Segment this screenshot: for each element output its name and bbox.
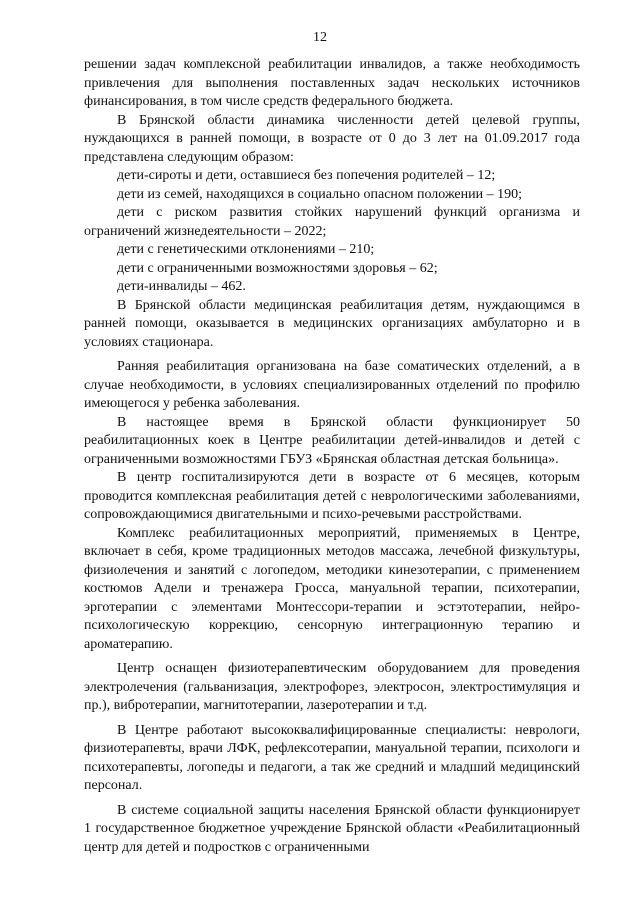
paragraph-intro-continuation: решении задач комплексной реабилитации инвалидов, а также необходимость привлечения для выполнения поставленных задач нескольких источников финансирования, в том числе средств федерального бюджета. bbox=[84, 57, 580, 109]
paragraph-hospitalization: В центр госпитализируются дети в возрасте от 6 месяцев, которым проводится комплексная реабилитация детей с неврологическими заболеваниями, сопровождающимися двигательными и психо-речевыми расстройствами. bbox=[84, 470, 580, 522]
list-item-genetic: дети с генетическими отклонениями – 210; bbox=[117, 242, 375, 257]
document-body bbox=[84, 56, 580, 857]
list-item-limited-health: дети с ограниченными возможностями здоровья – 62; bbox=[117, 260, 438, 276]
paragraph-complex-measures: Комплекс реабилитационных мероприятий, применяемых в Центре, включает в себя, кроме традиционных методов массажа, лечебной физкультуры, физиолечения и занятий с логопедом, методики кинезотерапии, с применением костюмов Адели и тренажера Гросса, мануальной терапии, психотерапии, эрготерапии с элементами Монтессори-терапии и эстэтотерапии, нейро-психологическую коррекцию, сенсорную интеграционную терапию и ароматерапию. bbox=[84, 525, 580, 652]
paragraph-medical-rehab: В Брянской области медицинская реабилитация детям, нуждающимся в ранней помощи, оказывается в медицинских организациях амбулаторно и в условиях стационара. bbox=[84, 297, 580, 350]
list-item-risk-group: дети с риском развития стойких нарушений функций организма и ограничений жизнедеятельности – 2022; bbox=[84, 205, 580, 239]
paragraph-beds: В настоящее время в Брянской области функционирует 50 реабилитационных коек в Центре реабилитации детей-инвалидов и детей с ограниченными возможностями ГБУЗ «Брянская областная детская больница». bbox=[84, 414, 580, 467]
paragraph-social-protection: В системе социальной защиты населения Брянской области функционирует 1 государственное бюджетное учреждение Брянской области «Реабилитационный центр для детей и подростков с ограниченными bbox=[84, 802, 580, 855]
paragraph-target-group: В Брянской области динамика численности детей целевой группы, нуждающихся в ранней помощи, в возрасте от 0 до 3 лет на 01.09.2017 года представлена следующим образом: bbox=[84, 112, 580, 165]
paragraph-equipment: Центр оснащен физиотерапевтическим оборудованием для проведения электролечения (гальванизация, электрофорез, электросон, электростимуляция и пр.), вибротерапии, магнитотерапии, лазеротерапии и т.д. bbox=[84, 661, 580, 713]
paragraph-specialists: В Центре работают высококвалифицированные специалисты: неврологи, физиотерапевты, врачи ЛФК, рефлексотерапии, мануальной терапии, психологи и психотерапевты, логопеды и педагоги, а так же средний и младший медицинский персонал. bbox=[84, 722, 580, 793]
page-number: 12 bbox=[313, 30, 327, 45]
list-item-orphans: дети-сироты и дети, оставшиеся без попечения родителей – 12; bbox=[117, 168, 496, 183]
paragraph-early-rehab: Ранняя реабилитация организована на базе соматических отделений, а в случае необходимости, в условиях специализированных отделений по профилю имеющегося у ребенка заболевания. bbox=[84, 359, 580, 411]
list-item-dangerous-families: дети из семей, находящихся в социально опасном положении – 190; bbox=[117, 186, 523, 202]
list-item-disabled: дети-инвалиды – 462. bbox=[117, 279, 246, 294]
